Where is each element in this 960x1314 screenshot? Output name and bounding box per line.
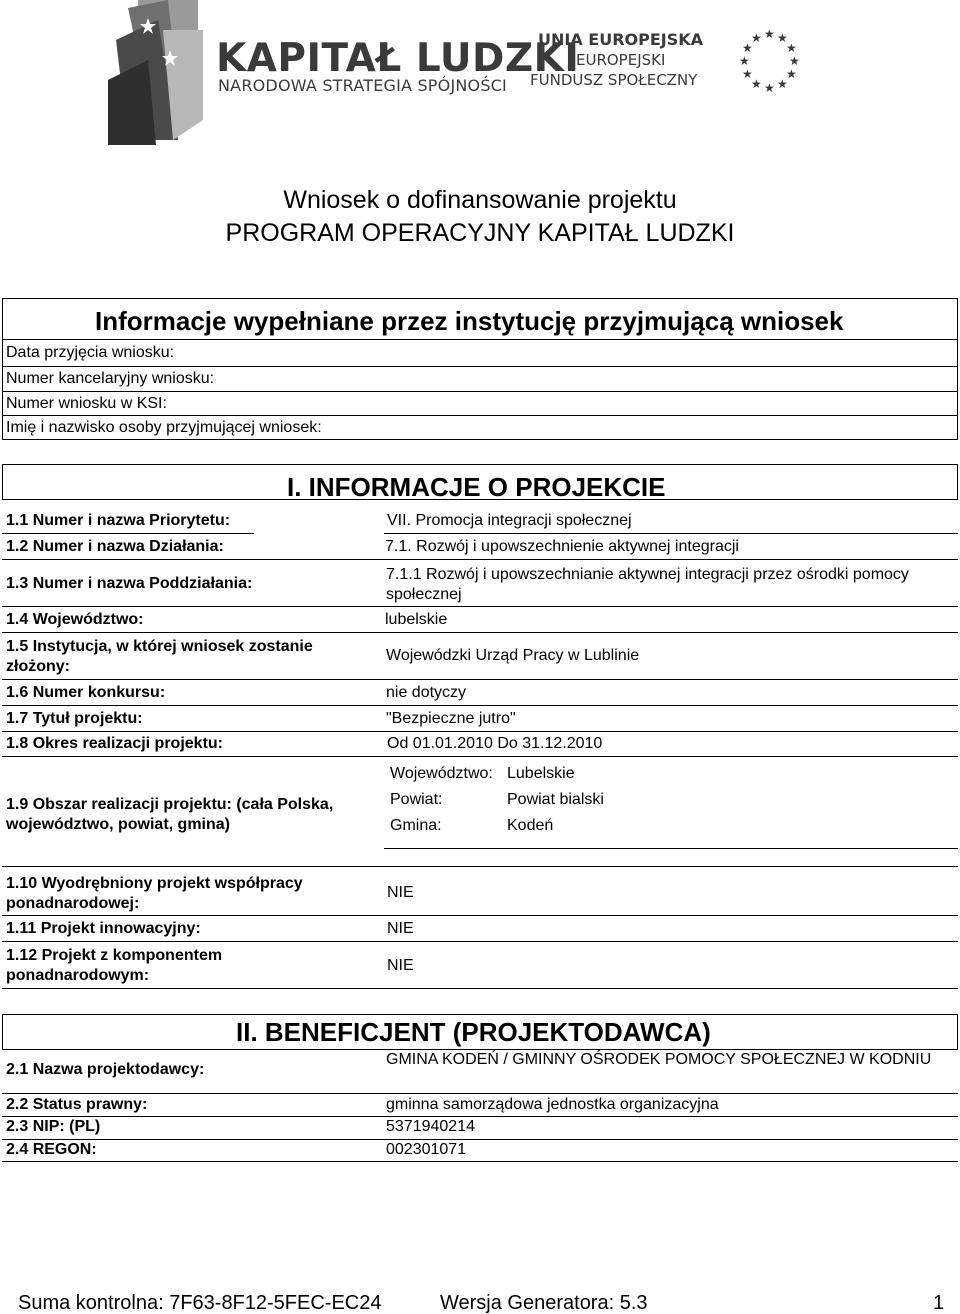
divider — [2, 559, 958, 560]
legal-status-value: gminna samorządowa jednostka organizacyjna — [386, 1096, 719, 1113]
area-commune-key: Gmina: — [390, 817, 442, 834]
svg-text:★: ★ — [764, 81, 775, 95]
eu-logo — [528, 28, 928, 108]
divider — [2, 391, 958, 392]
kapital-ludzki-subtitle: NARODOWA STRATEGIA SPÓJNOŚCI — [218, 76, 507, 95]
area-voivodeship-key: Województwo: — [390, 765, 493, 782]
divider — [2, 915, 958, 916]
divider — [2, 988, 958, 989]
svg-text:★: ★ — [777, 31, 788, 45]
divider — [2, 731, 958, 732]
section2-heading: II. BENEFICJENT (PROJEKTODAWCA) — [236, 1017, 711, 1047]
nip-label: 2.3 NIP: (PL) — [6, 1118, 101, 1135]
transnational-component-label: 1.12 Projekt z komponentem ponadnarodowym: — [6, 947, 223, 984]
footer-generator-version: Wersja Generatora: 5.3 — [440, 1292, 648, 1314]
divider — [384, 848, 958, 849]
eu-stars-icon — [728, 28, 808, 98]
priority-value: VII. Promocja integracji społecznej — [387, 512, 632, 529]
area-commune-value: Kodeń — [507, 817, 554, 834]
nip-value: 5371940214 — [386, 1118, 475, 1135]
divider — [2, 1116, 958, 1117]
kapital-ludzki-logo — [108, 0, 580, 145]
divider — [384, 533, 958, 534]
submeasure-value: 7.1.1 Rozwój i upowszechnianie aktywnej integracji przez ośrodki pomocy społecznej — [386, 566, 909, 603]
divider — [2, 533, 254, 534]
institution-label: 1.5 Instytucja, w której wniosek zostanie złożony: — [6, 638, 313, 675]
transnational-label: 1.10 Wyodrębniony projekt współpracy ponadnarodowej: — [6, 875, 303, 912]
divider — [2, 606, 958, 607]
divider — [2, 1161, 958, 1162]
divider — [2, 366, 958, 367]
submeasure-label: 1.3 Numer i nazwa Poddziałania: — [6, 575, 253, 592]
innovative-value: NIE — [387, 920, 414, 937]
innovative-label: 1.11 Projekt innowacyjny: — [6, 920, 201, 937]
receiver-name-label: Imię i nazwisko osoby przyjmującej wniosek: — [6, 419, 322, 436]
competition-label: 1.6 Numer konkursu: — [6, 684, 166, 701]
area-voivodeship-value: Lubelskie — [507, 765, 575, 782]
divider — [2, 632, 958, 633]
area-label: 1.9 Obszar realizacji projektu: (cała Polska, województwo, powiat, gmina) — [6, 796, 334, 833]
regon-label: 2.4 REGON: — [6, 1141, 97, 1158]
applicant-name-label: 2.1 Nazwa projektodawcy: — [6, 1061, 205, 1078]
regon-value: 002301071 — [386, 1141, 467, 1158]
applicant-name-value: GMINA KODEŃ / GMINNY OŚRODEK POMOCY SPOŁECZNEJ W KODNIU — [386, 1051, 932, 1068]
eu-logo-line1: UNIA EUROPEJSKA — [538, 30, 704, 49]
svg-text:★: ★ — [742, 41, 753, 55]
divider — [2, 679, 958, 680]
transnational-value: NIE — [387, 884, 414, 901]
svg-text:★: ★ — [751, 31, 762, 45]
kapital-ludzki-emblem-icon — [108, 0, 208, 145]
section1-heading: I. INFORMACJE O PROJEKCIE — [287, 472, 666, 502]
divider — [2, 415, 958, 416]
divider — [2, 339, 958, 340]
footer-page-number: 1 — [933, 1292, 945, 1314]
period-label: 1.8 Okres realizacji projektu: — [6, 735, 223, 752]
divider — [2, 941, 958, 942]
project-title-value: "Bezpieczne jutro" — [386, 710, 516, 727]
divider — [2, 1139, 958, 1140]
divider — [2, 1093, 958, 1094]
project-title-label: 1.7 Tytuł projektu: — [6, 710, 143, 727]
ksi-number-label: Numer wniosku w KSI: — [6, 395, 167, 412]
measure-value: 7.1. Rozwój i upowszechnienie aktywnej integracji — [385, 538, 739, 555]
legal-status-label: 2.2 Status prawny: — [6, 1096, 148, 1113]
competition-value: nie dotyczy — [386, 684, 467, 701]
voivodeship-value: lubelskie — [385, 611, 448, 628]
svg-text:★: ★ — [786, 41, 797, 55]
svg-text:★: ★ — [789, 54, 800, 68]
office-number-label: Numer kancelaryjny wniosku: — [6, 370, 215, 387]
svg-text:★: ★ — [739, 54, 750, 68]
document-title: Wniosek o dofinansowanie projektu — [283, 186, 677, 214]
divider — [2, 756, 958, 757]
priority-label: 1.1 Numer i nazwa Priorytetu: — [6, 512, 231, 529]
eu-logo-line3: FUNDUSZ SPOŁECZNY — [530, 71, 698, 89]
received-date-label: Data przyjęcia wniosku: — [6, 344, 175, 361]
svg-text:★: ★ — [786, 67, 797, 81]
institution-value: Wojewódzki Urząd Pracy w Lublinie — [386, 647, 640, 664]
voivodeship-label: 1.4 Województwo: — [6, 611, 144, 628]
document-program: PROGRAM OPERACYJNY KAPITAŁ LUDZKI — [225, 219, 735, 247]
divider — [2, 866, 958, 867]
divider — [2, 705, 958, 706]
period-value: Od 01.01.2010 Do 31.12.2010 — [387, 735, 603, 752]
svg-text:★: ★ — [764, 28, 775, 41]
svg-text:★: ★ — [777, 77, 788, 91]
svg-text:★: ★ — [742, 67, 753, 81]
svg-text:★: ★ — [751, 77, 762, 91]
area-county-key: Powiat: — [390, 791, 443, 808]
measure-label: 1.2 Numer i nazwa Działania: — [6, 538, 224, 555]
institution-info-heading: Informacje wypełniane przez instytucję przyjmującą wniosek — [95, 306, 844, 336]
footer-checksum: Suma kontrolna: 7F63-8F12-5FEC-EC24 — [18, 1292, 382, 1314]
transnational-component-value: NIE — [387, 957, 414, 974]
kapital-ludzki-title: KAPITAŁ LUDZKI — [216, 36, 580, 81]
eu-logo-line2: EUROPEJSKI — [576, 51, 666, 69]
area-county-value: Powiat bialski — [507, 791, 604, 808]
